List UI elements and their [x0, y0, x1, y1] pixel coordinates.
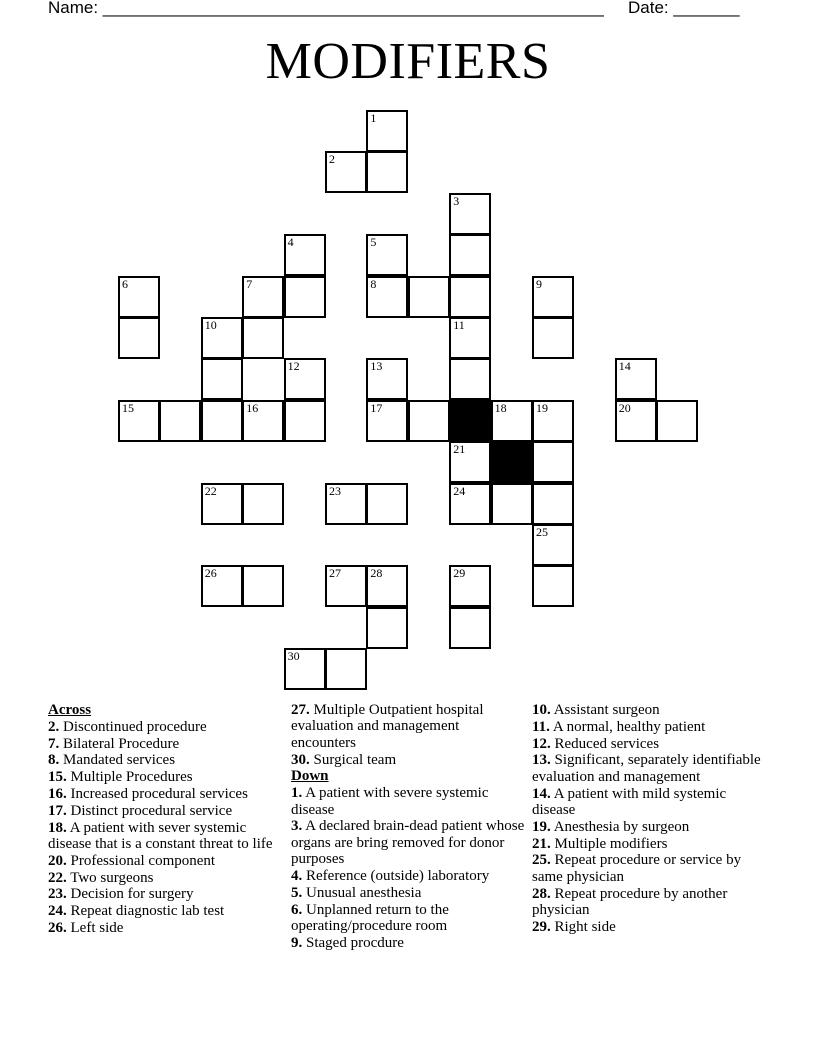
- clue-item: [532, 836, 762, 852]
- clue-number-label: 11.: [532, 718, 550, 735]
- clue-text: Distinct procedural service: [70, 802, 233, 819]
- clue-number: 4: [287, 235, 294, 250]
- clue-number: 15: [122, 400, 134, 415]
- clue-item: [532, 886, 762, 919]
- clue-text: A declared brain-dead patient whose organs are bring removed for donor purposes: [291, 818, 525, 868]
- grid-cell[interactable]: [325, 151, 367, 193]
- page-title: MODIFIERS: [265, 33, 551, 90]
- grid-cell[interactable]: [284, 648, 326, 690]
- clue-text: Multiple Procedures: [70, 769, 193, 786]
- clue-number-label: 30.: [291, 751, 310, 768]
- clue-text: Unplanned return to the operating/procedure room: [291, 901, 449, 935]
- grid-cell[interactable]: [284, 358, 326, 400]
- grid-cell[interactable]: [201, 565, 243, 607]
- grid-cell[interactable]: [159, 400, 201, 442]
- clue-item: [48, 736, 274, 752]
- grid-cell[interactable]: [532, 276, 574, 318]
- grid-cell[interactable]: [449, 565, 491, 607]
- clue-number: 16: [246, 400, 259, 415]
- clue-item: [532, 702, 762, 718]
- clue-number-label: 20.: [48, 852, 67, 869]
- clue-text: Assistant surgeon: [553, 702, 660, 718]
- clue-item: [48, 786, 274, 802]
- grid-cell[interactable]: [449, 607, 491, 649]
- clue-number: 18: [494, 400, 507, 415]
- clue-item: [532, 752, 762, 785]
- clue-number: 7: [246, 276, 253, 291]
- grid-cell[interactable]: [408, 276, 450, 318]
- clue-number-label: 26.: [48, 919, 67, 936]
- black-cell: [449, 400, 491, 442]
- clue-section-heading: Across: [48, 702, 92, 718]
- clue-text: Surgical team: [313, 751, 397, 768]
- grid-cell[interactable]: [118, 400, 160, 442]
- clue-item: [291, 885, 525, 901]
- clue-number: 20: [618, 400, 631, 415]
- clue-number: 13: [370, 359, 383, 374]
- clue-number-label: 27.: [291, 702, 310, 718]
- clue-number: 14: [618, 359, 631, 374]
- clue-number: 9: [536, 276, 542, 291]
- grid-cell[interactable]: [118, 317, 160, 359]
- clue-text: Staged procdure: [306, 934, 404, 951]
- clue-item: [48, 870, 274, 886]
- clue-item: [532, 852, 762, 885]
- clue-text: Bilateral Procedure: [63, 735, 180, 752]
- clue-text: A patient with sever systemic disease that is a constant threat to life: [48, 819, 273, 852]
- grid-cell[interactable]: [284, 234, 326, 276]
- clue-item: [48, 803, 274, 819]
- clue-number-label: 21.: [532, 835, 551, 852]
- clue-number: 23: [329, 483, 341, 498]
- clue-item: [48, 752, 274, 768]
- grid-cell[interactable]: [366, 400, 408, 442]
- clue-item: [48, 920, 274, 936]
- name-field[interactable]: Name: _____________________________________________________: [48, 0, 604, 17]
- clue-number: 5: [370, 235, 377, 250]
- clue-text: Left side: [70, 919, 124, 936]
- clue-number-label: 4.: [291, 868, 303, 885]
- clue-text: Decision for surgery: [70, 886, 194, 903]
- clue-text: Unusual anesthesia: [306, 884, 422, 901]
- grid-cell[interactable]: [242, 565, 284, 607]
- grid-cell[interactable]: [491, 400, 533, 442]
- clue-number: 30: [287, 649, 300, 664]
- grid-cell[interactable]: [366, 483, 408, 525]
- grid-cell[interactable]: [449, 358, 491, 400]
- clue-number-label: 25.: [532, 852, 551, 869]
- grid-cell[interactable]: [449, 234, 491, 276]
- clue-number-label: 16.: [48, 785, 67, 802]
- grid-cell[interactable]: [532, 400, 574, 442]
- clues-column-2: [291, 702, 525, 952]
- clue-item: [291, 818, 525, 867]
- clue-text: Two surgeons: [70, 869, 154, 886]
- grid-cell[interactable]: [325, 483, 367, 525]
- clue-number: 2: [329, 152, 335, 167]
- clue-text: Reduced services: [554, 735, 660, 752]
- clue-text: Significant, separately identifiable evaluation and management: [532, 752, 761, 785]
- grid-cell[interactable]: [242, 276, 284, 318]
- clue-item: [532, 819, 762, 835]
- clue-number: 26: [204, 566, 217, 581]
- clue-number: 24: [453, 483, 466, 498]
- clue-item: [532, 736, 762, 752]
- grid-cell[interactable]: [615, 400, 657, 442]
- clue-text: A patient with severe systemic disease: [291, 785, 489, 818]
- clue-number-label: 1.: [291, 785, 303, 802]
- clue-number: 11: [453, 318, 465, 332]
- clue-text: Professional component: [70, 852, 216, 869]
- clue-number: 1: [370, 111, 377, 125]
- grid-cell[interactable]: [532, 565, 574, 607]
- clue-text: A patient with mild systemic disease: [532, 785, 727, 818]
- clue-number: 17: [370, 400, 383, 415]
- clue-number-label: 3.: [291, 818, 303, 835]
- grid-cell[interactable]: [242, 483, 284, 525]
- grid-cell[interactable]: [242, 317, 284, 359]
- clue-number-label: 19.: [532, 818, 551, 835]
- grid-cell[interactable]: [449, 483, 491, 525]
- clue-number: 12: [287, 359, 300, 374]
- clue-item: [291, 752, 525, 768]
- grid-cell[interactable]: [656, 400, 698, 442]
- grid-cell[interactable]: [532, 441, 574, 483]
- clue-text: Right side: [554, 918, 616, 935]
- grid-cell[interactable]: [449, 441, 491, 483]
- grid-cell[interactable]: [325, 648, 367, 690]
- clue-item: [48, 820, 274, 853]
- clue-number-label: 29.: [532, 918, 551, 935]
- grid-cell[interactable]: [201, 317, 243, 359]
- clue-number-label: 10.: [532, 702, 551, 718]
- clue-text: Multiple modifiers: [554, 835, 668, 852]
- clues-column-1: [48, 702, 274, 937]
- clue-number: 28: [370, 566, 383, 581]
- clue-number: 19: [536, 400, 548, 415]
- clue-number-label: 22.: [48, 869, 67, 886]
- clue-number: 10: [204, 318, 217, 332]
- grid-cell[interactable]: [532, 483, 574, 525]
- clue-item: [48, 853, 274, 869]
- clue-text: A normal, healthy patient: [552, 718, 706, 735]
- clue-number: 27: [329, 566, 341, 581]
- grid-cell[interactable]: [449, 276, 491, 318]
- clue-number: 6: [122, 276, 128, 291]
- clue-item: [532, 919, 762, 935]
- grid-cell[interactable]: [408, 400, 450, 442]
- clue-number-label: 7.: [48, 735, 60, 752]
- grid-cell[interactable]: [242, 400, 284, 442]
- clue-item: [48, 769, 274, 785]
- clue-text: Discontinued procedure: [63, 718, 207, 735]
- grid-cell[interactable]: [366, 276, 408, 318]
- clue-number-label: 6.: [291, 901, 303, 918]
- clue-number-label: 14.: [532, 785, 551, 802]
- clue-number-label: 9.: [291, 934, 303, 951]
- grid-cell[interactable]: [366, 234, 408, 276]
- grid-cell[interactable]: [284, 400, 326, 442]
- clue-text: Repeat diagnostic lab test: [70, 903, 225, 920]
- grid-cell[interactable]: [366, 110, 408, 152]
- clue-text: Repeat procedure by another physician: [532, 885, 728, 918]
- clue-number-label: 17.: [48, 802, 67, 819]
- clue-item: [291, 785, 525, 818]
- clue-number: 29: [453, 566, 466, 581]
- clue-number-label: 8.: [48, 752, 60, 769]
- clue-item: [532, 786, 762, 819]
- clue-number: 3: [453, 193, 460, 208]
- clue-item: [291, 702, 525, 751]
- clue-text: Reference (outside) laboratory: [306, 868, 490, 885]
- grid-cell[interactable]: [201, 483, 243, 525]
- clue-number-label: 23.: [48, 886, 67, 903]
- clue-number: 8: [370, 276, 377, 291]
- grid-cell[interactable]: [615, 358, 657, 400]
- clue-number: 25: [536, 525, 548, 539]
- grid-cell[interactable]: [201, 400, 243, 442]
- clue-number-label: 13.: [532, 752, 551, 769]
- clue-item: [48, 886, 274, 902]
- clue-item: [291, 868, 525, 884]
- grid-cell[interactable]: [449, 317, 491, 359]
- clue-item: [291, 902, 525, 935]
- clue-text: Repeat procedure or service by same physician: [532, 852, 742, 885]
- clue-number-label: 15.: [48, 769, 67, 786]
- clues-column-3: [532, 702, 762, 936]
- clue-item: [532, 719, 762, 735]
- date-field[interactable]: Date: _______: [628, 0, 740, 17]
- black-cell: [491, 441, 533, 483]
- clue-number-label: 18.: [48, 819, 67, 836]
- grid-cell[interactable]: [284, 276, 326, 318]
- grid-cell[interactable]: [532, 524, 574, 566]
- clue-number: 22: [204, 483, 217, 498]
- grid-cell[interactable]: [491, 483, 533, 525]
- grid-cell[interactable]: [449, 193, 491, 235]
- clue-number-label: 24.: [48, 903, 67, 920]
- clue-item: [48, 719, 274, 735]
- grid-cell[interactable]: [366, 358, 408, 400]
- clue-text: Multiple Outpatient hospital evaluation and management encounters: [291, 702, 484, 751]
- clue-number-label: 2.: [48, 718, 60, 735]
- grid-cell[interactable]: [532, 317, 574, 359]
- clue-item: [291, 935, 525, 951]
- clue-text: Mandated services: [63, 752, 176, 769]
- clue-section-heading: Down: [291, 768, 329, 785]
- clue-text: Anesthesia by surgeon: [553, 818, 690, 835]
- clue-number-label: 28.: [532, 885, 551, 902]
- grid-cell[interactable]: [201, 358, 243, 400]
- grid-cell[interactable]: [118, 276, 160, 318]
- grid-cell[interactable]: [366, 151, 408, 193]
- clue-text: Increased procedural services: [70, 785, 248, 802]
- clue-number: 21: [453, 442, 466, 457]
- grid-cell[interactable]: [366, 607, 408, 649]
- grid-cell[interactable]: [366, 565, 408, 607]
- clue-item: [48, 903, 274, 919]
- header: [48, 0, 768, 20]
- clue-number-label: 5.: [291, 884, 303, 901]
- clue-number-label: 12.: [532, 735, 551, 752]
- grid-cell[interactable]: [325, 565, 367, 607]
